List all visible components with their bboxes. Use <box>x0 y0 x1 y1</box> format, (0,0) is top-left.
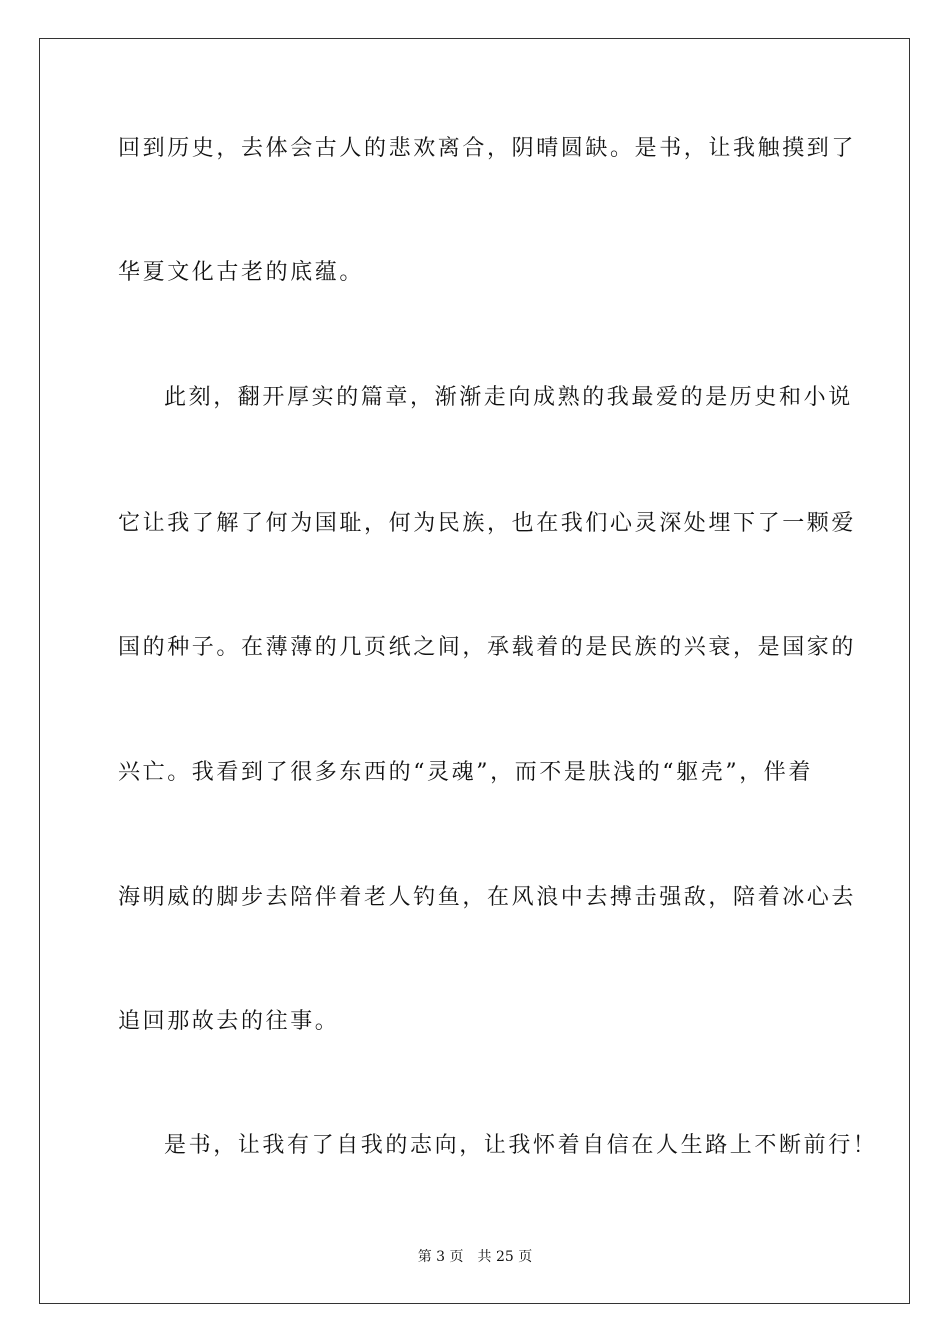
text-line-6: 兴亡。我看到了很多东西的“灵魂”，而不是肤浅的“躯壳”，伴着 <box>118 760 813 785</box>
text-line-4: 它让我了解了何为国耻，何为民族，也在我们心灵深处埋下了一颗爱 <box>118 511 857 536</box>
text-line-1: 回到历史，去体会古人的悲欢离合，阴晴圆缺。是书，让我触摸到了 <box>118 136 857 161</box>
text-line-2: 华夏文化古老的底蕴。 <box>118 260 365 285</box>
text-line-3: 此刻，翻开厚实的篇章，渐渐走向成熟的我最爱的是历史和小说 <box>164 385 853 410</box>
page-total: 共 25 页 <box>477 1249 533 1265</box>
text-line-9: 是书，让我有了自我的志向，让我怀着自信在人生路上不断前行！ <box>164 1133 878 1158</box>
text-line-8: 追回那故去的往事。 <box>118 1009 340 1034</box>
page-number: 第 3 页 <box>417 1249 464 1265</box>
page-footer <box>0 1248 950 1266</box>
text-line-5: 国的种子。在薄薄的几页纸之间，承载着的是民族的兴衰，是国家的 <box>118 635 857 660</box>
text-line-7: 海明威的脚步去陪伴着老人钓鱼，在风浪中去搏击强敌，陪着冰心去 <box>118 885 857 910</box>
page-border <box>39 38 910 1304</box>
